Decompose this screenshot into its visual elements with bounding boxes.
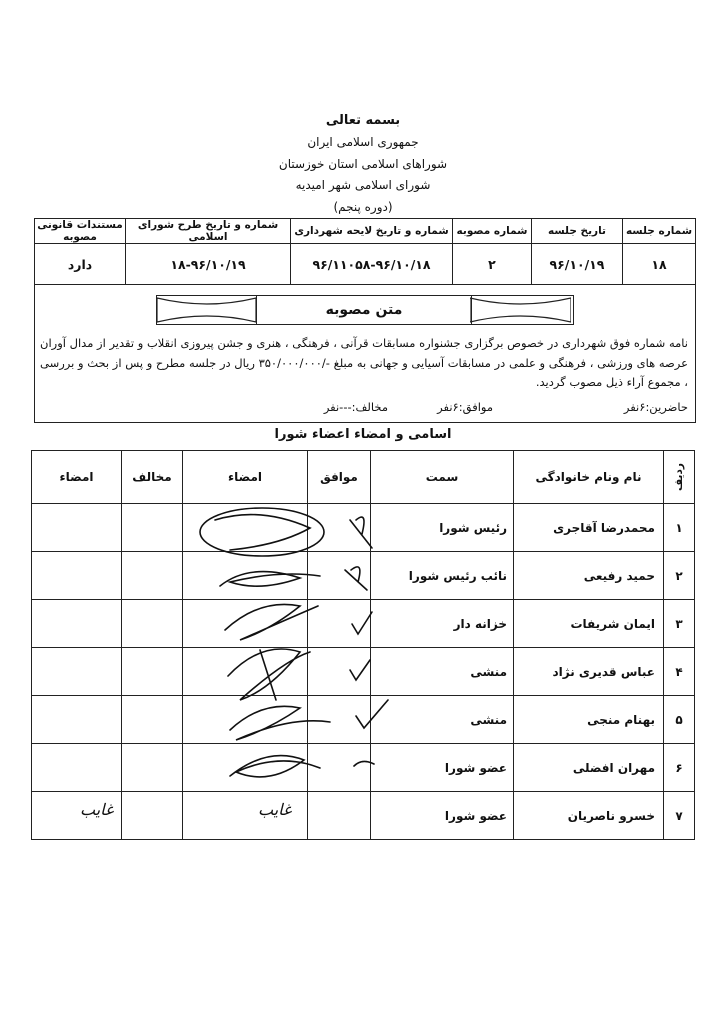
member-position: منشی (371, 648, 514, 696)
member-disagree-signature-cell (32, 552, 122, 600)
member-position: نائب رئیس شورا (371, 552, 514, 600)
member-agree-cell (308, 600, 371, 648)
member-number: ۲ (664, 552, 695, 600)
col-header-name: نام ونام خانوادگی (514, 451, 664, 504)
member-agree-cell (308, 744, 371, 792)
agree-count: موافق:۶نفر (437, 400, 493, 414)
member-row (32, 600, 695, 648)
member-name: محمدرضا آقاجری (514, 504, 664, 552)
meta-legal-basis: دارد (35, 244, 126, 285)
member-agree-cell (308, 504, 371, 552)
member-name: خسرو ناصریان (514, 792, 664, 840)
member-signature-cell (183, 600, 308, 648)
meta-session-date: ۹۶/۱۰/۱۹ (532, 244, 623, 285)
country-line: جمهوری اسلامی ایران (307, 135, 419, 149)
province-council-line: شوراهای اسلامی استان خوزستان (278, 157, 448, 171)
member-number: ۶ (664, 744, 695, 792)
member-signature-cell (183, 696, 308, 744)
member-disagree-signature-cell (32, 648, 122, 696)
member-position: منشی (371, 696, 514, 744)
member-signature-cell (183, 744, 308, 792)
vote-summary (40, 400, 688, 418)
member-name: حمید رفیعی (514, 552, 664, 600)
member-agree-cell (308, 552, 371, 600)
member-row (32, 552, 695, 600)
absent-note-disagree-col: غایب (80, 800, 114, 819)
member-agree-cell (308, 792, 371, 840)
member-number: ۴ (664, 648, 695, 696)
member-disagree-signature-cell (32, 600, 122, 648)
members-table (31, 450, 695, 840)
member-disagree-cell (122, 552, 183, 600)
resolution-title: متن مصوبه (256, 296, 472, 324)
member-name: ایمان شریفات (514, 600, 664, 648)
col-header-signature-disagree: امضاء (32, 451, 122, 504)
member-position: عضو شورا (371, 792, 514, 840)
col-header-signature-agree: امضاء (183, 451, 308, 504)
member-position: رئیس شورا (371, 504, 514, 552)
meta-session-number: ۱۸ (623, 244, 696, 285)
member-disagree-cell (122, 744, 183, 792)
member-position: خزانه دار (371, 600, 514, 648)
meta-municipal-bill: ۹۶/۱۱۰۵۸-۹۶/۱۰/۱۸ (291, 244, 453, 285)
member-number: ۷ (664, 792, 695, 840)
meta-resolution-number: ۲ (453, 244, 532, 285)
banner-ribbon-left (157, 296, 256, 324)
member-disagree-signature-cell (32, 504, 122, 552)
member-name: مهران افضلی (514, 744, 664, 792)
member-disagree-cell (122, 696, 183, 744)
member-number: ۳ (664, 600, 695, 648)
absent-note-signature-col: غایب (258, 800, 292, 819)
member-row (32, 504, 695, 552)
member-row (32, 648, 695, 696)
member-signature-cell (183, 648, 308, 696)
session-meta-table (34, 218, 696, 285)
city-council-line: شورای اسلامی شهر امیدیه (295, 178, 431, 192)
member-disagree-signature-cell (32, 696, 122, 744)
member-signature-cell (183, 504, 308, 552)
meta-council-plan: ۱۸-۹۶/۱۰/۱۹ (126, 244, 291, 285)
member-row (32, 744, 695, 792)
invocation-line: بسمه تعالی (325, 113, 401, 128)
member-disagree-cell (122, 648, 183, 696)
member-row (32, 792, 695, 840)
member-disagree-cell (122, 600, 183, 648)
member-name: عباس قدیری نژاد (514, 648, 664, 696)
meta-header-session-number: شماره جلسه (623, 219, 696, 244)
col-header-position: سمت (371, 451, 514, 504)
member-disagree-signature-cell (32, 744, 122, 792)
banner-ribbon-right (470, 296, 571, 324)
col-header-disagree: مخالف (122, 451, 183, 504)
col-header-agree: موافق (308, 451, 371, 504)
disagree-count: مخالف:---نفر (323, 400, 388, 414)
member-signature-cell (183, 552, 308, 600)
member-agree-cell (308, 696, 371, 744)
resolution-title-banner (156, 295, 574, 325)
member-name: بهنام منجی (514, 696, 664, 744)
member-agree-cell (308, 648, 371, 696)
member-disagree-cell (122, 504, 183, 552)
member-disagree-cell (122, 792, 183, 840)
present-count: حاضرین:۶نفر (623, 400, 688, 414)
member-number: ۵ (664, 696, 695, 744)
member-row (32, 696, 695, 744)
member-number: ۱ (664, 504, 695, 552)
member-position: عضو شورا (371, 744, 514, 792)
members-title: اسامی و امضاء اعضاء شورا (274, 427, 452, 442)
meta-header-municipal-bill: شماره و تاریخ لایحه شهرداری (291, 219, 453, 244)
resolution-text: نامه شماره فوق شهرداری در خصوص برگزاری جشنواره مسابقات قرآنی ، فرهنگی ، هنری و جشن پیروزی انقلاب و تقدیر از مدال آوران عرصه های ورزشی ، فرهنگی و علمی در مسابقات آسیایی و جهانی به مبلغ -/۳۵۰/۰۰۰/۰۰۰ ریال در جلسه مطرح و پس از بحث و بررسی ، مجموع آراء ذیل مصوب گردید. (40, 336, 689, 389)
meta-header-session-date: تاریخ جلسه (532, 219, 623, 244)
term-line: (دوره پنجم) (333, 200, 393, 214)
meta-header-legal-basis: مستندات قانونی مصوبه (35, 219, 126, 244)
col-header-row-number: ردیف (664, 451, 695, 504)
meta-header-council-plan: شماره و تاریخ طرح شورای اسلامی (126, 219, 291, 244)
meta-header-resolution-number: شماره مصوبه (453, 219, 532, 244)
